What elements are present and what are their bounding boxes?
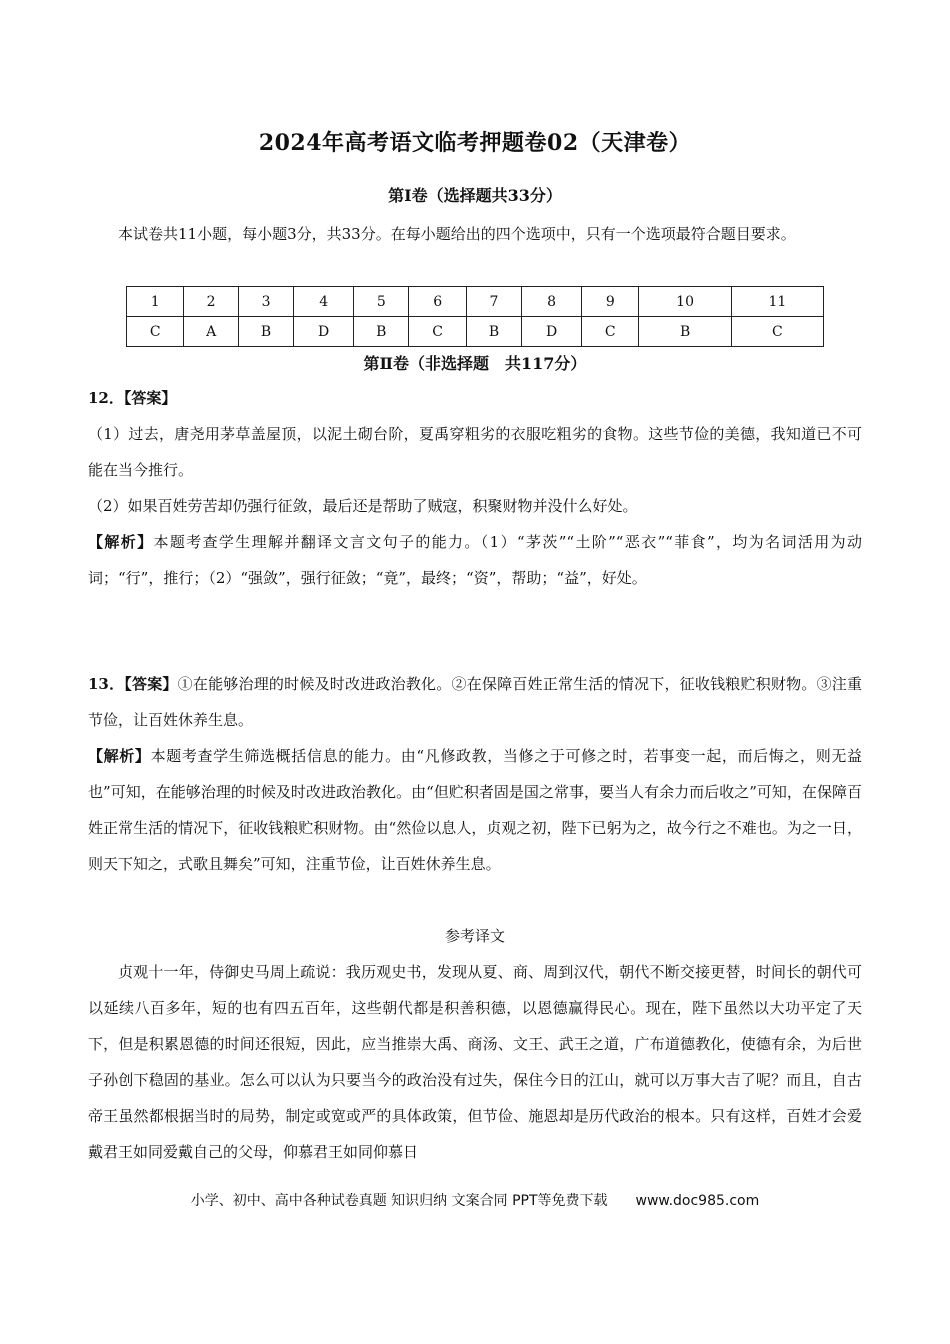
table-cell: C — [731, 317, 823, 347]
q12-answer-2: （2）如果百姓劳苦却仍强行征敛，最后还是帮助了贼寇，积聚财物并没什么好处。 — [88, 497, 638, 515]
table-cell: A — [184, 317, 238, 347]
q12-analysis-text: 本题考查学生理解并翻译文言文句子的能力。（1）“茅茨”“土阶”“恶衣”“菲食”，均为名词活用为动词；“行”，推行；（2）“强敛”，强行征敛；“竟”，最终；“资”，帮助；“益”，好处。 — [88, 533, 862, 587]
table-cell: D — [522, 317, 582, 347]
table-cell: 11 — [731, 287, 823, 317]
q12-label-text: 12．【答案】 — [88, 389, 177, 407]
q12-label — [88, 380, 862, 416]
table-cell: 3 — [238, 287, 293, 317]
section2-heading: 第Ⅱ卷（非选择题 共117分） — [363, 354, 587, 373]
q13-answer — [88, 666, 862, 738]
answer-table-numbers-row — [127, 287, 824, 317]
q12-analysis — [88, 524, 862, 596]
table-cell: 7 — [466, 287, 521, 317]
section1-intro: 本试卷共11小题，每小题3分，共33分。在每小题给出的四个选项中，只有一个选项最符合题目要求。 — [118, 225, 796, 243]
table-cell: 10 — [639, 287, 731, 317]
table-cell: 9 — [582, 287, 639, 317]
answer-table — [126, 286, 824, 347]
table-cell: D — [294, 317, 354, 347]
q13-analysis — [88, 738, 862, 882]
table-cell: 2 — [184, 287, 238, 317]
q13-answer-text: ①在能够治理的时候及时改进政治教化。②在保障百姓正常生活的情况下，征收钱粮贮积财物。③注重节俭，让百姓休养生息。 — [88, 675, 862, 729]
table-cell: B — [466, 317, 521, 347]
table-cell: C — [127, 317, 184, 347]
page-title: 2024年高考语文临考押题卷02（天津卷） — [258, 130, 692, 156]
answer-table-answers-row — [127, 317, 824, 347]
q13-analysis-text: 本题考查学生筛选概括信息的能力。由“凡修政教，当修之于可修之时，若事变一起，而后悔之，则无益也”可知，在能够治理的时候及时改进政治教化。由“但贮积者固是国之常事，要当人有余力而后收之”可知，在保障百姓正常生活的情况下，征收钱粮贮积财物。由“然俭以息人，贞观之初，陛下已躬为之，故今行之不难也。为之一日，则天下知之，式歌且舞矣”可知，注重节俭，让百姓休养生息。 — [88, 747, 862, 873]
table-cell: 4 — [294, 287, 354, 317]
table-cell: C — [409, 317, 466, 347]
table-cell: B — [639, 317, 731, 347]
table-cell: 6 — [409, 287, 466, 317]
table-cell: 8 — [522, 287, 582, 317]
footer-text: 小学、初中、高中各种试卷真题 知识归纳 文案合同 PPT等免费下载 — [190, 1193, 608, 1209]
table-cell: B — [354, 317, 409, 347]
section1-heading: 第Ⅰ卷（选择题共33分） — [388, 186, 562, 205]
analysis-tag: 【解析】 — [88, 747, 151, 765]
table-cell: 5 — [354, 287, 409, 317]
q13-label-text: 13．【答案】 — [88, 675, 178, 693]
translation-text: 贞观十一年，侍御史马周上疏说：我历观史书，发现从夏、商、周到汉代，朝代不断交接更替，时间长的朝代可以延续八百多年，短的也有四五百年，这些朝代都是积善积德，以恩德赢得民心。现在，陛下虽然以大功平定了天下，但是积累恩德的时间还很短，因此，应当推崇大禹、商汤、文王、武王之道，广布道德教化，使德有余，为后世子孙创下稳固的基业。怎么可以认为只要当今的政治没有过失，保住今日的江山，就可以万事大吉了呢？而且，自古帝王虽然都根据当时的局势，制定或宽或严的具体政策，但节俭、施恩却是历代政治的根本。只有这样，百姓才会爱戴君王如同爱戴自己的父母，仰慕君王如同仰慕日 — [88, 963, 862, 1161]
page-footer — [0, 1190, 950, 1210]
analysis-tag: 【解析】 — [88, 533, 154, 551]
q12-answer-1: （1）过去，唐尧用茅草盖屋顶，以泥土砌台阶，夏禹穿粗劣的衣服吃粗劣的食物。这些节俭的美德，我知道已不可能在当今推行。 — [88, 425, 862, 479]
footer-url[interactable]: www.doc985.com — [635, 1193, 760, 1209]
table-cell: 1 — [127, 287, 184, 317]
translation-heading: 参考译文 — [444, 927, 505, 945]
table-cell: C — [582, 317, 639, 347]
table-cell: B — [238, 317, 293, 347]
